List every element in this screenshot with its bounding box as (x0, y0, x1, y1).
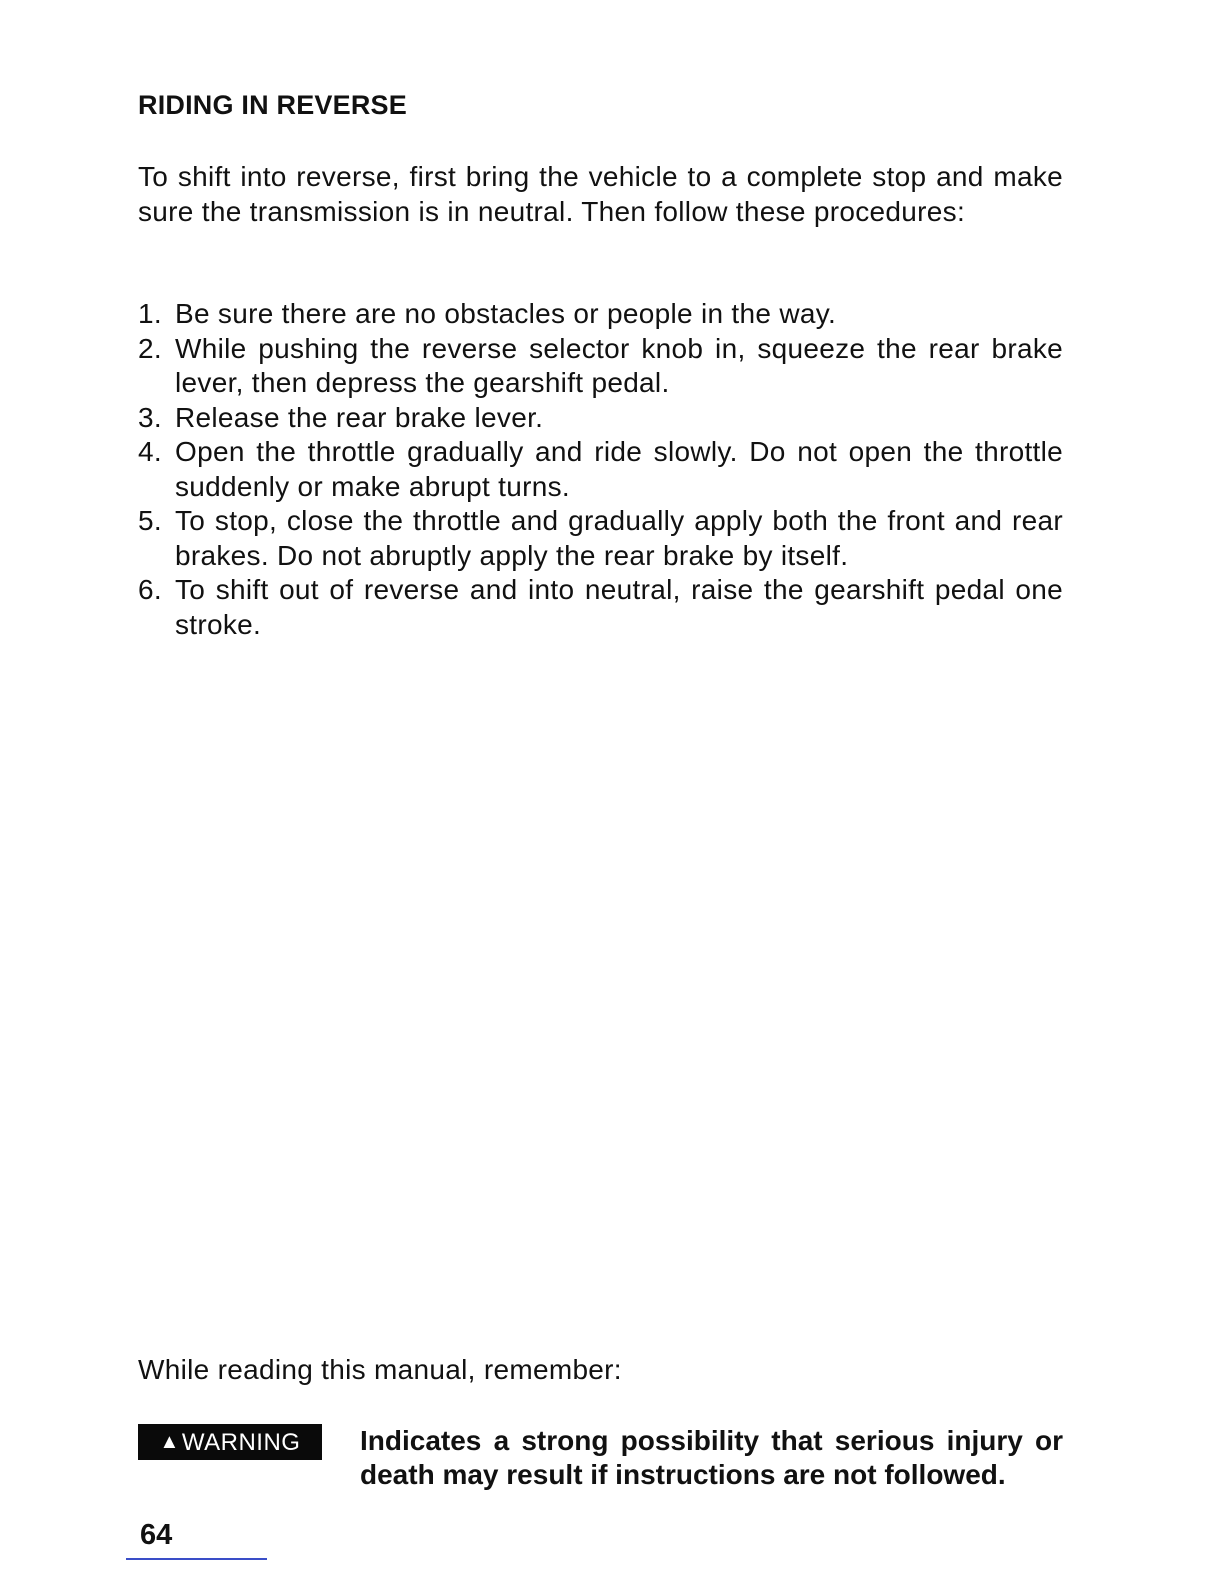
intro-paragraph: To shift into reverse, first bring the vehicle to a complete stop and make sure the transmission is in neutral. Then follow these procedures: (138, 161, 1063, 227)
warning-badge (138, 1424, 322, 1460)
step-number: 6. (138, 574, 162, 605)
reminder-text: While reading this manual, remember: (138, 1354, 622, 1385)
warning-label: WARNING (181, 1428, 301, 1456)
step-text: To shift out of reverse and into neutral, raise the gearshift pedal one stroke. (175, 574, 1063, 640)
procedure-step-6 (138, 573, 1063, 642)
procedure-list (138, 297, 1063, 642)
warning-description: Indicates a strong possibility that serious injury or death may result if instructions are not followed. (360, 1425, 1063, 1490)
step-number: 5. (138, 505, 162, 536)
footer-rule (126, 1558, 267, 1560)
step-number: 2. (138, 332, 162, 364)
step-number: 4. (138, 436, 162, 467)
section-heading: RIDING IN REVERSE (138, 90, 407, 120)
procedure-step-2 (138, 332, 1063, 401)
procedure-step-4 (138, 435, 1063, 504)
step-text: While pushing the reverse selector knob in, squeeze the rear brake lever, then depress the gearshift pedal. (175, 332, 1063, 398)
step-text: Release the rear brake lever. (175, 401, 544, 433)
step-text: Be sure there are no obstacles or people in the way. (175, 298, 837, 329)
procedure-step-1 (138, 297, 1063, 332)
warning-triangle-icon: ▲ (159, 1431, 180, 1453)
warning-definition (138, 1424, 1063, 1494)
step-number: 1. (138, 298, 162, 329)
page-number: 64 (140, 1519, 173, 1551)
step-text: To stop, close the throttle and gradually apply both the front and rear brakes. Do not abruptly apply the rear brake by itself. (175, 505, 1063, 571)
step-number: 3. (138, 401, 162, 433)
step-text: Open the throttle gradually and ride slowly. Do not open the throttle suddenly or make abrupt turns. (175, 436, 1063, 502)
procedure-step-3 (138, 401, 1063, 436)
procedure-step-5 (138, 504, 1063, 573)
